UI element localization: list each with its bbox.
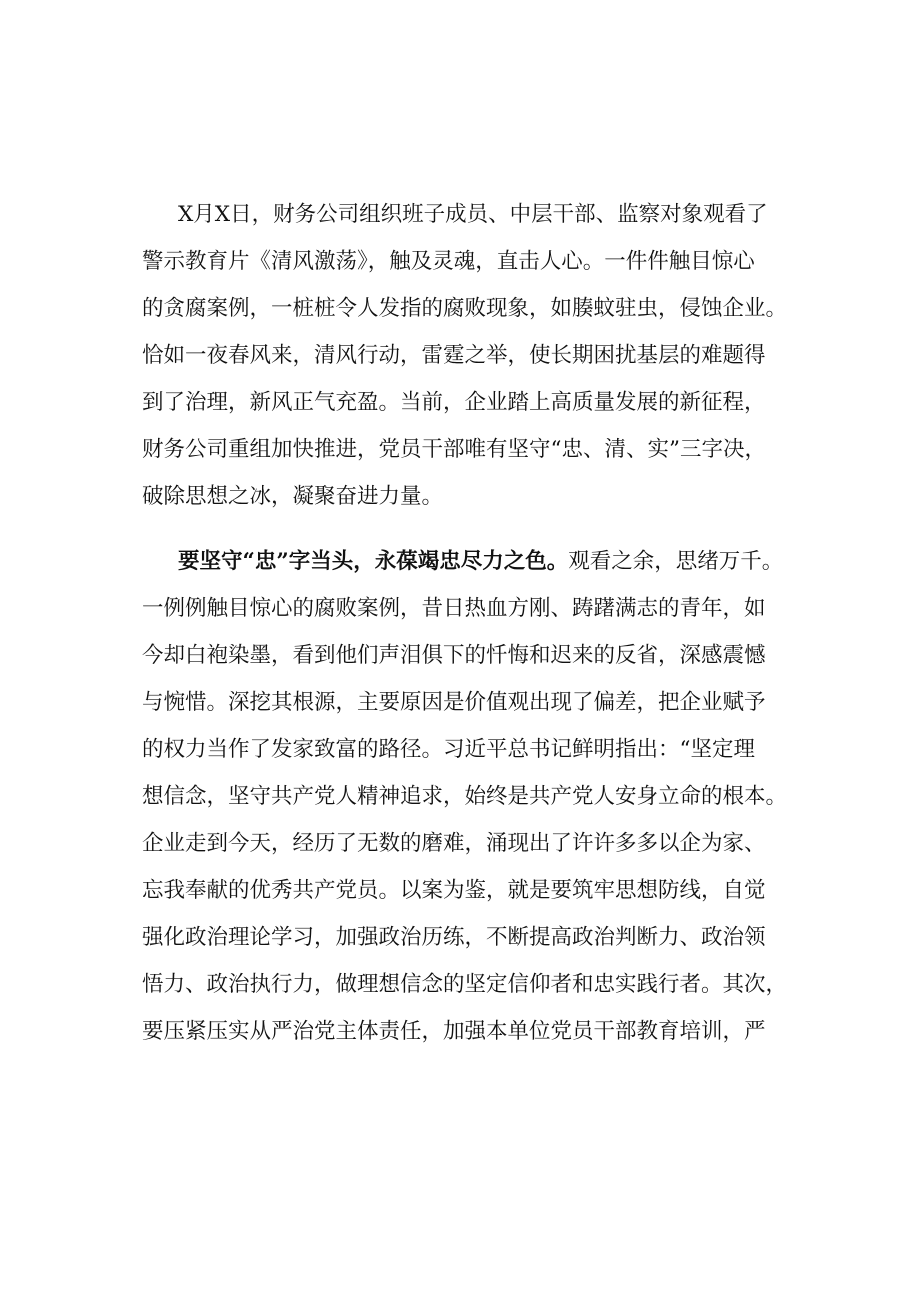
paragraph-line: X月X日，财务公司组织班子成员、中层干部、监察对象观看了	[178, 202, 768, 227]
paragraph-2	[142, 538, 802, 1055]
paragraph-line: 企业走到今天，经历了无数的磨难，涌现出了许许多多以企为家、	[142, 831, 766, 856]
paragraph-line: 到了治理，新风正气充盈。当前，企业踏上高质量发展的新征程，	[142, 390, 766, 415]
section-heading: 要坚守“忠”字当头，永葆竭忠尽力之色。	[178, 549, 569, 574]
paragraph-line: 破除思想之冰，凝聚奋进力量。	[142, 484, 444, 509]
paragraph-lead-text: 观看之余，思绪万千。	[568, 549, 784, 574]
paragraph-line: 要压紧压实从严治党主体责任，加强本单位党员干部教育培训，严	[142, 1019, 766, 1044]
paragraph-line: 一例例触目惊心的腐败案例，昔日热血方刚、踌躇满志的青年，如	[142, 596, 766, 621]
paragraph-line: 强化政治理论学习，加强政治历练，不断提高政治判断力、政治领	[142, 925, 766, 950]
paragraph-line: 今却白袍染墨，看到他们声泪俱下的忏悔和迟来的反省，深感震憾	[142, 643, 766, 668]
paragraph-1	[142, 191, 802, 520]
paragraph-line: 悟力、政治执行力，做理想信念的坚定信仰者和忠实践行者。其次，	[142, 972, 788, 997]
paragraph-line: 的贪腐案例，一桩桩令人发指的腐败现象，如腠蚊驻虫，侵蚀企业。	[142, 296, 788, 321]
paragraph-line: 忘我奉献的优秀共产党员。以案为鉴，就是要筑牢思想防线，自觉	[142, 878, 766, 903]
paragraph-first-line	[142, 538, 802, 585]
paragraph-line: 警示教育片《清风激荡》，触及灵魂，直击人心。一件件触目惊心	[142, 249, 755, 274]
paragraph-line: 恰如一夜春风来，清风行动，雷霆之举，使长期困扰基层的难题得	[142, 343, 766, 368]
paragraph-line: 的权力当作了发家致富的路径。习近平总书记鲜明指出：“坚定理	[142, 737, 755, 762]
paragraph-line: 与惋惜。深挖其根源，主要原因是价值观出现了偏差，把企业赋予	[142, 690, 766, 715]
paragraph-line: 财务公司重组加快推进，党员干部唯有坚守“忠、清、实”三字决，	[142, 437, 766, 462]
paragraph-line: 想信念，坚守共产党人精神追求，始终是共产党人安身立命的根本。	[142, 784, 788, 809]
